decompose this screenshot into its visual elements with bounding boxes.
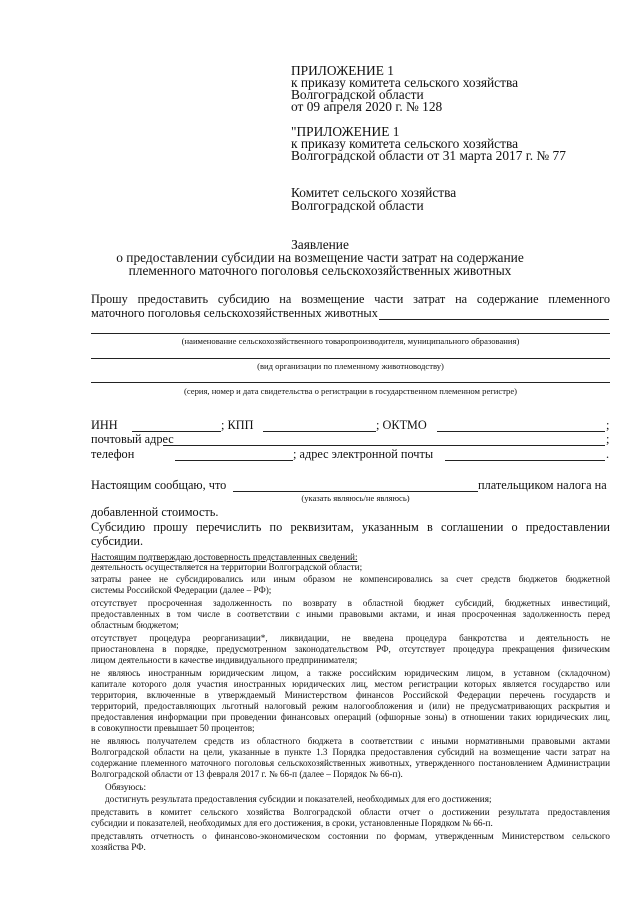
email-field[interactable] (445, 460, 605, 461)
statement-subtitle-1: о предоставлении субсидии на возмещение части затрат на содержание (116, 250, 524, 265)
oblige-financial-2: хозяйства РФ. (91, 842, 146, 852)
oblige-financial-1: представлять отчетность о финансово-экономическом состоянии по формам, утвержденным Министерством сельского (91, 831, 610, 841)
confirm-foreign-6: в совокупности превышает 50 процентов; (91, 723, 255, 733)
postal-field[interactable] (163, 445, 605, 446)
confirm-foreign-2: капитале которого доля участия иностранных юридических лиц, местом регистрации которых является государство или (91, 679, 610, 689)
request-line2: маточного поголовья сельскохозяйственных животных (91, 306, 378, 320)
confirm-foreign-4: территорий, предоставляющих льготный налоговый режим налогообложения и (или) не предусматривающих раскрытия и (91, 701, 610, 711)
confirm-recipient-3: содержание племенного маточного поголовья сельскохозяйственных животных, утвержденного постановлением Администрации (91, 758, 610, 768)
appendix2-order-line: к приказу комитета сельского хозяйства (291, 136, 519, 151)
confirm-territory: деятельность осуществляется на территории Волгоградской области; (91, 562, 363, 572)
org-type-line (91, 358, 610, 359)
requisites-line2: субсидии. (91, 534, 144, 548)
requisites-line1: Субсидию прошу перечислить по реквизитам, указанным в соглашении о предоставлении (91, 520, 610, 534)
confirm-debt-2: предоставленных в том числе в соответствии с иными правовыми актами, и иная просроченная задолженность перед (91, 609, 610, 619)
oblige-report-1: представить в комитет сельского хозяйства Волгоградской области отчет о достижении результата предоставления (91, 807, 610, 817)
oktmo-semicolon: ; (606, 418, 610, 432)
confirm-costs-1: затраты ранее не субсидировались или иным образом не компенсировались за счет средств бюджетов бюджетной (91, 574, 610, 584)
statement-subtitle-2: племенного маточного поголовья сельскохозяйственных животных (128, 263, 512, 278)
tax-post: плательщиком налога на (478, 478, 607, 492)
confirm-foreign-3: территория, включенные в утверждаемый Министерством финансов Российской Федерации перечень государств и (91, 690, 610, 700)
appendix2-title: "ПРИЛОЖЕНИЕ 1 (291, 124, 400, 139)
oblige-report-2: субсидии и показателей, необходимых для его достижения, в сроки, установленные Порядком № 66-п. (91, 818, 493, 828)
phone-label: телефон (91, 447, 135, 461)
kpp-label: ; КПП (221, 418, 254, 432)
oblige-result: достигнуть результата предоставления субсидии и показателей, необходимых для его достижения; (105, 794, 492, 804)
confirm-debt-1: отсутствует просроченная задолженность по возврату в областной бюджет субсидий, бюджетных инвестиций, (91, 598, 610, 608)
statement-title: Заявление (291, 237, 349, 252)
inn-label: ИНН (91, 418, 118, 432)
confirm-foreign-5: предоставления информации при проведении финансовых операций (офшорные зоны) в отношении таких юридических лиц, (91, 712, 610, 722)
request-line1: Прошу предоставить субсидию на возмещение части затрат на содержание племенного (91, 292, 610, 306)
tax-status-field[interactable] (233, 491, 478, 492)
tax-caption: (указать являюсь/не являюсь) (301, 493, 410, 503)
postal-label: почтовый адрес (91, 432, 174, 446)
appendix-date-line: от 09 апреля 2020 г. № 128 (291, 99, 443, 114)
confirm-foreign-1: не являюсь иностранным юридическим лицом, а также российским юридическим лицом, в уставном (складочном) (91, 668, 610, 678)
caption-cert: (серия, номер и дата свидетельства о регистрации в государственном племенном регистре) (183, 386, 518, 396)
applicant-name-line-1 (379, 319, 609, 320)
confirm-recipient-2: Волгоградской области на цели, указанные в пункте 1.3 Порядка предоставления субсидий на возмещение части затрат на (91, 747, 610, 757)
applicant-name-line-2 (91, 333, 610, 334)
confirm-recipient-1: не являюсь получателем средств из областного бюджета в соответствии с иными нормативными правовыми актами (91, 736, 610, 746)
email-dot: . (606, 447, 610, 461)
confirm-reorg-3: лицом деятельности в качестве индивидуального предпринимателя; (91, 655, 358, 665)
addressee-line1: Комитет сельского хозяйства (291, 185, 457, 200)
certificate-line (91, 382, 610, 383)
oktmo-label: ; ОКТМО (376, 418, 427, 432)
confirm-costs-2: системы Российской Федерации (далее – РФ); (91, 585, 272, 595)
tax-line2: добавленной стоимость. (91, 505, 219, 519)
addressee-line2: Волгоградской области (291, 198, 424, 213)
postal-semicolon: ; (606, 432, 610, 446)
caption-org: (вид организации по племенному животноводству) (257, 361, 444, 371)
appendix-title: ПРИЛОЖЕНИЕ 1 (291, 63, 394, 78)
caption-name: (наименование сельскохозяйственного товаропроизводителя, муниципального образования) (181, 336, 520, 346)
confirm-debt-3: областным бюджетом; (91, 620, 179, 630)
oblige-heading: Обязуюсь: (105, 782, 147, 792)
tax-pre: Настоящим сообщаю, что (91, 478, 227, 492)
appendix-order-line: к приказу комитета сельского хозяйства (291, 75, 519, 90)
kpp-field[interactable] (263, 431, 376, 432)
confirm-reorg-2: приостановлена в порядке, предусмотренном законодательством РФ, отсутствует процедура прекращения физическим (91, 644, 610, 654)
email-label: ; адрес электронной почты (293, 447, 434, 461)
confirm-heading: Настоящим подтверждаю достоверность представленных сведений: (91, 552, 358, 562)
appendix2-date-line: Волгоградской области от 31 марта 2017 г. № 77 (291, 148, 566, 163)
oktmo-field[interactable] (437, 431, 605, 432)
appendix-region-line: Волгоградской области (291, 87, 424, 102)
confirm-recipient-4: Волгоградской области от 13 февраля 2017 г. № 66-п (далее – Порядок № 66-п). (91, 769, 403, 779)
confirm-reorg-1: отсутствует процедура реорганизации*, ликвидации, не введена процедура банкротства и деятельность не (91, 633, 610, 643)
phone-field[interactable] (175, 460, 293, 461)
